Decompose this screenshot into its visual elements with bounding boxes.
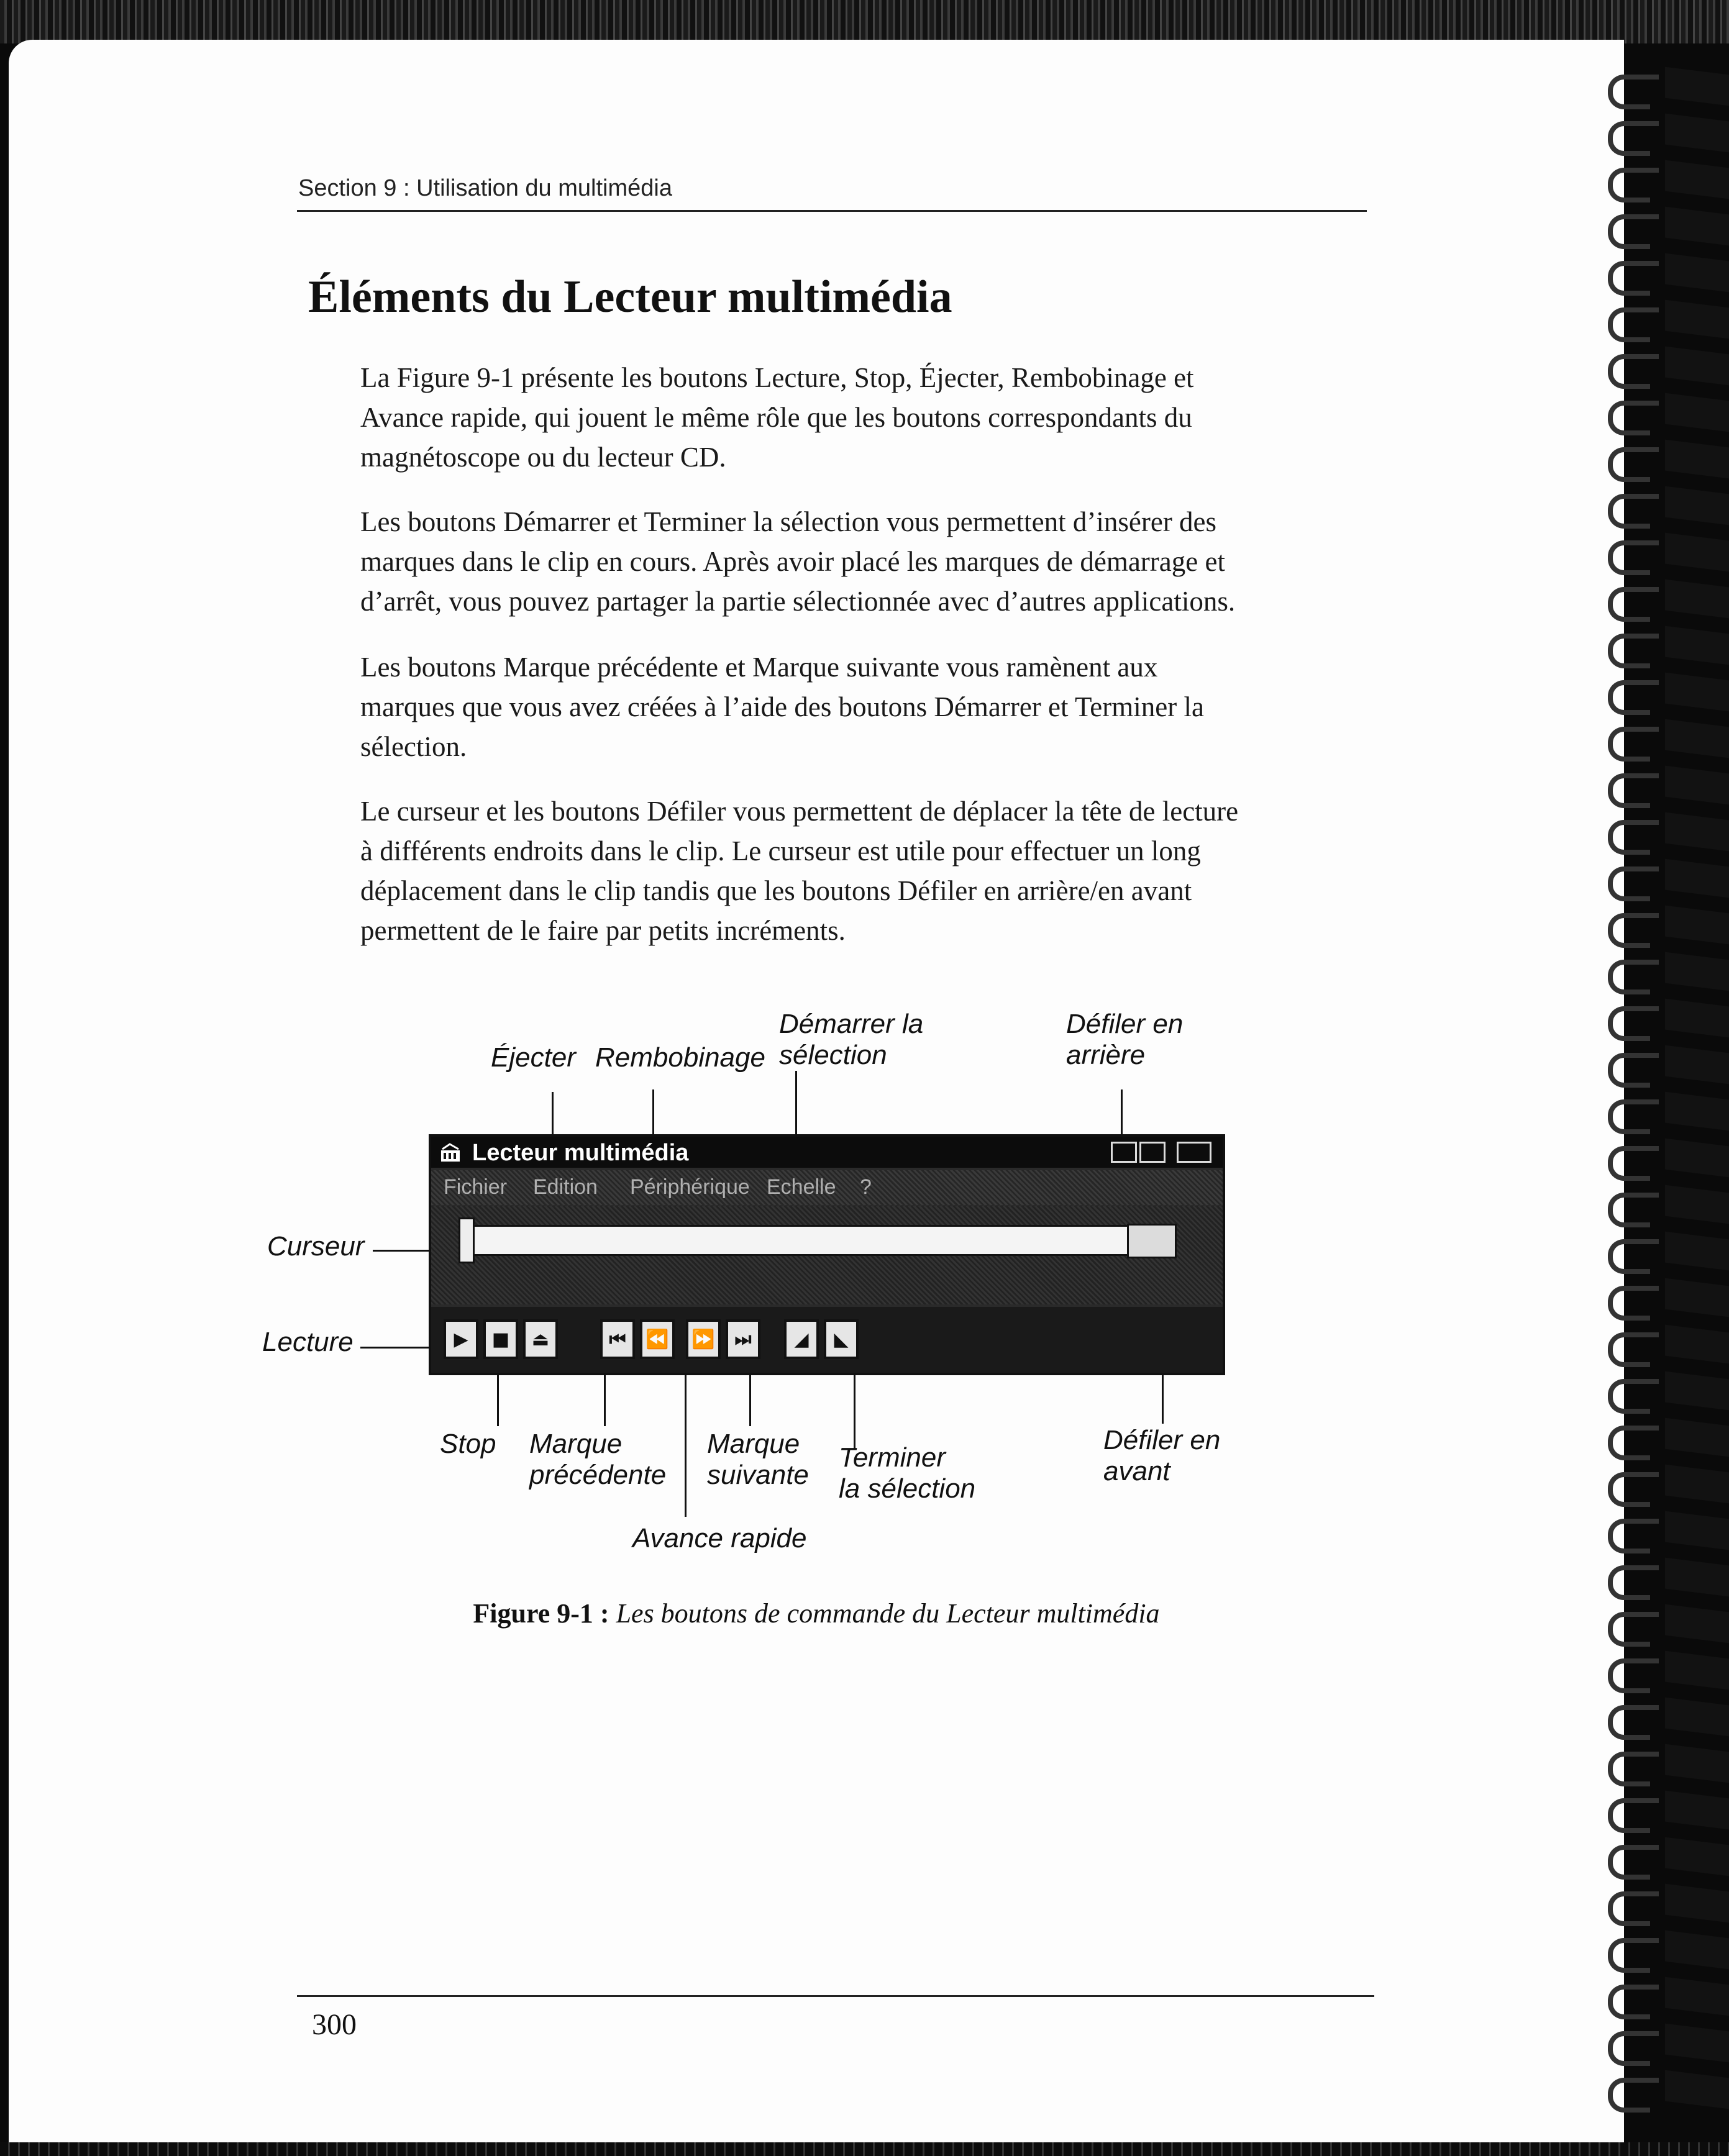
- spiral-binding: [1597, 68, 1729, 2137]
- binding-ring: [1597, 1978, 1729, 2019]
- text-line: sélection.: [360, 731, 467, 762]
- text-line: d’arrêt, vous pouvez partager la partie sélectionnée avec d’autres applications.: [360, 586, 1236, 617]
- ring-block: [1665, 1045, 1729, 1085]
- ring-hook: [1608, 1565, 1650, 1600]
- binding-ring: [1597, 1839, 1729, 1880]
- ring-hook: [1608, 1006, 1650, 1041]
- callout-line: la sélection: [839, 1473, 976, 1504]
- ring-block: [1665, 1558, 1729, 1597]
- binding-ring: [1597, 488, 1729, 529]
- leader-terminer: [854, 1374, 855, 1449]
- ring-block: [1665, 114, 1729, 153]
- ring-hook: [1608, 1426, 1650, 1460]
- ring-block: [1665, 580, 1729, 619]
- position-trackbar[interactable]: [472, 1225, 1159, 1256]
- next-mark-button[interactable]: ⏭: [726, 1319, 760, 1359]
- ring-hook: [1608, 727, 1650, 762]
- callout-terminer-selection: [839, 1442, 975, 1504]
- binding-ring: [1597, 2072, 1729, 2113]
- leader-marque-suivante: [749, 1374, 751, 1426]
- callout-demarrer-selection: [779, 1009, 923, 1071]
- ring-hook: [1608, 1332, 1650, 1367]
- binding-ring: [1597, 255, 1729, 296]
- ring-block: [1665, 1185, 1729, 1224]
- ring-hook: [1608, 680, 1650, 715]
- ring-block: [1665, 1278, 1729, 1317]
- binding-ring: [1597, 1280, 1729, 1321]
- ring-block: [1665, 719, 1729, 758]
- binding-ring: [1597, 1792, 1729, 1833]
- leader-avance-rapide: [685, 1374, 687, 1517]
- callout-line: Marque: [529, 1429, 623, 1459]
- ring-hook: [1608, 447, 1650, 482]
- callout-line: Terminer: [839, 1442, 946, 1473]
- ring-hook: [1608, 75, 1650, 109]
- binding-ring: [1597, 1885, 1729, 1926]
- ring-hook: [1608, 1752, 1650, 1786]
- ring-block: [1665, 1232, 1729, 1271]
- text-line: marques que vous avez créées à l’aide des boutons Démarrer et Terminer la: [360, 691, 1204, 722]
- ring-block: [1665, 440, 1729, 479]
- binding-ring: [1597, 860, 1729, 901]
- binding-ring: [1597, 1093, 1729, 1134]
- binding-ring: [1597, 161, 1729, 202]
- minimize-button[interactable]: [1111, 1142, 1137, 1163]
- binding-ring: [1597, 1186, 1729, 1227]
- ring-hook: [1608, 2031, 1650, 2066]
- previous-mark-button[interactable]: ⏮: [600, 1319, 635, 1359]
- binding-ring: [1597, 1745, 1729, 1786]
- ring-hook: [1608, 540, 1650, 575]
- binding-ring: [1597, 953, 1729, 994]
- ring-hook: [1608, 1612, 1650, 1647]
- binding-ring: [1597, 534, 1729, 575]
- ring-block: [1665, 1371, 1729, 1411]
- callout-line: Défiler en: [1103, 1425, 1221, 1455]
- ring-block: [1665, 486, 1729, 525]
- binding-ring: [1597, 301, 1729, 342]
- binding-ring: [1597, 814, 1729, 855]
- ring-hook: [1608, 1379, 1650, 1414]
- text-line: marques dans le clip en cours. Après avoir placé les marques de démarrage et: [360, 546, 1225, 577]
- ring-block: [1665, 1465, 1729, 1504]
- binding-ring: [1597, 1512, 1729, 1553]
- start-selection-button[interactable]: ◢: [784, 1319, 819, 1359]
- ring-block: [1665, 626, 1729, 665]
- ring-hook: [1608, 1239, 1650, 1274]
- ring-hook: [1608, 1519, 1650, 1553]
- ring-block: [1665, 766, 1729, 805]
- menu-aide[interactable]: ?: [860, 1175, 872, 1199]
- callout-marque-precedente: [529, 1429, 666, 1491]
- media-player-window: [429, 1134, 1225, 1375]
- callout-line: sélection: [779, 1040, 887, 1070]
- binding-ring: [1597, 441, 1729, 482]
- text-line: Les boutons Démarrer et Terminer la sélection vous permettent d’insérer des: [360, 506, 1217, 537]
- caption-label: Figure 9-1 :: [473, 1598, 609, 1629]
- ring-block: [1665, 1325, 1729, 1364]
- ring-hook: [1608, 1053, 1650, 1088]
- media-player-icon: [440, 1143, 461, 1163]
- ring-block: [1665, 1511, 1729, 1550]
- eject-button[interactable]: ⏏: [523, 1319, 558, 1359]
- leader-marque-precedente: [604, 1374, 606, 1426]
- ring-hook: [1608, 494, 1650, 529]
- ring-hook: [1608, 1938, 1650, 1973]
- ring-block: [1665, 1604, 1729, 1644]
- window-title: Lecteur multimédia: [472, 1140, 689, 1166]
- binding-ring: [1597, 1326, 1729, 1367]
- ring-block: [1665, 1651, 1729, 1690]
- ring-block: [1665, 1791, 1729, 1830]
- ring-hook: [1608, 1286, 1650, 1321]
- ring-block: [1665, 1977, 1729, 2016]
- callout-ejecter: Éjecter: [491, 1042, 576, 1073]
- binding-ring: [1597, 627, 1729, 668]
- binding-ring: [1597, 674, 1729, 715]
- ring-block: [1665, 207, 1729, 246]
- ring-block: [1665, 1744, 1729, 1783]
- menu-echelle[interactable]: Echelle: [767, 1175, 836, 1199]
- ring-block: [1665, 1418, 1729, 1457]
- maximize-button[interactable]: [1139, 1142, 1166, 1163]
- ring-hook: [1608, 1146, 1650, 1181]
- callout-avance-rapide: Avance rapide: [632, 1523, 807, 1553]
- ring-block: [1665, 67, 1729, 106]
- text-line: à différents endroits dans le clip. Le curseur est utile pour effectuer un long: [360, 835, 1201, 866]
- control-toolbar: [431, 1307, 1223, 1373]
- ring-hook: [1608, 2078, 1650, 2113]
- slider-thumb[interactable]: [458, 1217, 475, 1263]
- callout-defiler-arriere: [1066, 1009, 1183, 1071]
- ring-block: [1665, 300, 1729, 339]
- ring-block: [1665, 1931, 1729, 1970]
- binding-ring: [1597, 1047, 1729, 1088]
- menu-edition[interactable]: Edition: [533, 1175, 598, 1199]
- ring-hook: [1608, 307, 1650, 342]
- ring-block: [1665, 906, 1729, 945]
- callout-curseur: Curseur: [267, 1231, 365, 1262]
- binding-ring: [1597, 767, 1729, 808]
- ring-block: [1665, 1092, 1729, 1131]
- ring-hook: [1608, 354, 1650, 389]
- ring-hook: [1608, 1099, 1650, 1134]
- binding-ring: [1597, 1373, 1729, 1414]
- text-line: Le curseur et les boutons Défiler vous permettent de déplacer la tête de lecture: [360, 796, 1239, 827]
- ring-hook: [1608, 634, 1650, 668]
- text-line: La Figure 9-1 présente les boutons Lecture, Stop, Éjecter, Rembobinage et: [360, 362, 1194, 393]
- header-rule: [297, 210, 1367, 212]
- ring-block: [1665, 859, 1729, 898]
- scroll-buttons[interactable]: [1127, 1224, 1177, 1258]
- ring-hook: [1608, 1658, 1650, 1693]
- text-line: Les boutons Marque précédente et Marque suivante vous ramènent aux: [360, 652, 1158, 683]
- binding-ring: [1597, 907, 1729, 948]
- title-bar: [431, 1137, 1223, 1168]
- binding-ring: [1597, 1466, 1729, 1507]
- ring-hook: [1608, 1891, 1650, 1926]
- ring-block: [1665, 1884, 1729, 1923]
- ring-block: [1665, 999, 1729, 1038]
- close-button[interactable]: [1177, 1142, 1211, 1163]
- scan-edge-top: [0, 0, 1729, 43]
- ring-hook: [1608, 121, 1650, 156]
- fast-forward-button[interactable]: ⏩: [686, 1319, 721, 1359]
- ring-hook: [1608, 168, 1650, 202]
- binding-ring: [1597, 1932, 1729, 1973]
- menu-fichier[interactable]: Fichier: [444, 1175, 508, 1199]
- binding-ring: [1597, 1652, 1729, 1693]
- ring-hook: [1608, 401, 1650, 435]
- figure-caption: [9, 1598, 1624, 1629]
- callout-line: suivante: [707, 1460, 809, 1490]
- running-header: Section 9 : Utilisation du multimédia: [298, 175, 672, 201]
- binding-ring: [1597, 1699, 1729, 1740]
- leader-defiler-avant: [1162, 1374, 1164, 1424]
- paragraph-1: [360, 358, 1379, 477]
- ring-hook: [1608, 960, 1650, 994]
- binding-ring: [1597, 1140, 1729, 1181]
- binding-ring: [1597, 1419, 1729, 1460]
- binding-ring: [1597, 348, 1729, 389]
- text-line: permettent de le faire par petits incréments.: [360, 915, 846, 946]
- ring-block: [1665, 533, 1729, 572]
- binding-ring: [1597, 115, 1729, 156]
- ring-hook: [1608, 261, 1650, 296]
- leader-stop: [497, 1374, 499, 1426]
- page-heading: Éléments du Lecteur multimédia: [308, 271, 952, 322]
- footer-rule: [297, 1995, 1374, 1997]
- callout-marque-suivante: [707, 1429, 809, 1491]
- ring-hook: [1608, 1845, 1650, 1880]
- callout-line: Démarrer la: [779, 1009, 924, 1039]
- ring-block: [1665, 2024, 1729, 2063]
- binding-ring: [1597, 1000, 1729, 1041]
- binding-ring: [1597, 68, 1729, 109]
- end-selection-button[interactable]: ◣: [824, 1319, 859, 1359]
- ring-hook: [1608, 913, 1650, 948]
- binding-ring: [1597, 721, 1729, 762]
- ring-block: [1665, 1139, 1729, 1178]
- ring-hook: [1608, 1705, 1650, 1740]
- ring-block: [1665, 2070, 1729, 2109]
- paragraph-2: [360, 502, 1379, 621]
- ring-hook: [1608, 1798, 1650, 1833]
- ring-hook: [1608, 1985, 1650, 2019]
- callout-line: avant: [1103, 1456, 1170, 1486]
- ring-hook: [1608, 820, 1650, 855]
- menu-bar: [431, 1170, 1223, 1205]
- ring-hook: [1608, 587, 1650, 622]
- stop-button[interactable]: ■: [483, 1319, 518, 1359]
- caption-text: Les boutons de commande du Lecteur multimédia: [616, 1598, 1160, 1629]
- binding-ring: [1597, 208, 1729, 249]
- ring-hook: [1608, 1472, 1650, 1507]
- page: [9, 40, 1624, 2142]
- text-line: déplacement dans le clip tandis que les boutons Défiler en arrière/en avant: [360, 875, 1192, 906]
- ring-block: [1665, 1837, 1729, 1876]
- ring-block: [1665, 812, 1729, 852]
- rewind-button[interactable]: ⏪: [640, 1319, 675, 1359]
- ring-block: [1665, 160, 1729, 199]
- ring-block: [1665, 1698, 1729, 1737]
- binding-ring: [1597, 2025, 1729, 2066]
- ring-hook: [1608, 214, 1650, 249]
- ring-block: [1665, 253, 1729, 293]
- text-line: magnétoscope ou du lecteur CD.: [360, 442, 726, 473]
- callout-lecture: Lecture: [262, 1327, 354, 1357]
- callout-defiler-avant: [1103, 1425, 1220, 1487]
- callout-line: précédente: [529, 1460, 667, 1490]
- scan-edge-bottom: [0, 2142, 1729, 2156]
- binding-ring: [1597, 581, 1729, 622]
- ring-hook: [1608, 866, 1650, 901]
- callout-stop: Stop: [440, 1429, 496, 1459]
- binding-ring: [1597, 1606, 1729, 1647]
- callout-rembobinage: Rembobinage: [595, 1042, 765, 1073]
- ring-hook: [1608, 773, 1650, 808]
- ring-block: [1665, 952, 1729, 991]
- binding-ring: [1597, 1559, 1729, 1600]
- paragraph-3: [360, 647, 1379, 766]
- ring-hook: [1608, 1193, 1650, 1227]
- paragraph-4: [360, 791, 1379, 950]
- ring-block: [1665, 347, 1729, 386]
- binding-ring: [1597, 394, 1729, 435]
- binding-ring: [1597, 1233, 1729, 1274]
- ring-block: [1665, 673, 1729, 712]
- callout-line: arrière: [1066, 1040, 1146, 1070]
- page-number: 300: [312, 2008, 357, 2041]
- ring-block: [1665, 393, 1729, 432]
- menu-peripherique[interactable]: Périphérique: [630, 1175, 750, 1199]
- text-line: Avance rapide, qui jouent le même rôle que les boutons correspondants du: [360, 402, 1192, 433]
- play-button[interactable]: ▶: [444, 1319, 478, 1359]
- callout-line: Marque: [707, 1429, 800, 1459]
- callout-line: Défiler en: [1066, 1009, 1184, 1039]
